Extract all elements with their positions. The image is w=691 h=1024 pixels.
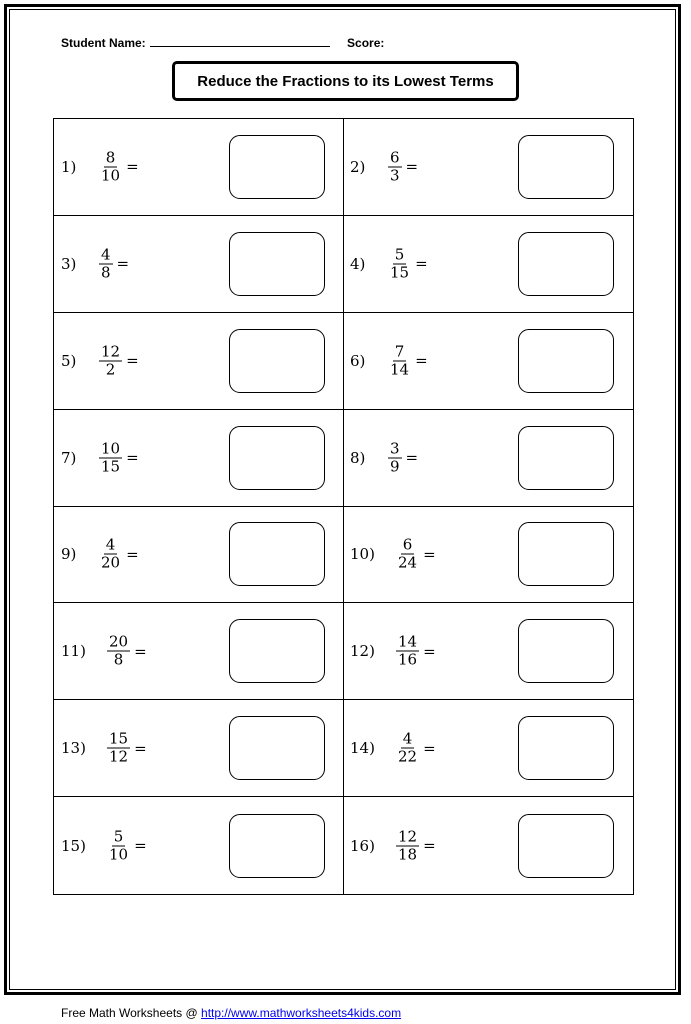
answer-box[interactable] bbox=[518, 329, 614, 393]
fraction bbox=[99, 343, 122, 378]
fraction bbox=[107, 731, 130, 766]
problem-cell bbox=[54, 313, 344, 410]
equals-sign: = bbox=[126, 351, 139, 370]
fraction bbox=[396, 828, 419, 863]
student-name-label: Student Name: bbox=[61, 36, 146, 50]
fraction-expression bbox=[99, 440, 139, 475]
problem-number: 3) bbox=[61, 254, 77, 273]
answer-box[interactable] bbox=[229, 135, 325, 199]
problem-cell bbox=[344, 507, 633, 604]
equals-sign: = bbox=[423, 545, 436, 564]
footer bbox=[61, 1006, 401, 1020]
numerator: 10 bbox=[101, 439, 121, 458]
denominator: 8 bbox=[101, 263, 111, 282]
problem-cell bbox=[54, 797, 344, 894]
equals-sign: = bbox=[134, 642, 147, 661]
denominator: 10 bbox=[101, 166, 121, 185]
numerator: 5 bbox=[113, 827, 124, 846]
problem-cell bbox=[344, 216, 633, 313]
numerator: 5 bbox=[394, 245, 405, 264]
score-label: Score: bbox=[347, 36, 385, 50]
problem-number: 16) bbox=[350, 836, 375, 855]
fraction bbox=[388, 246, 411, 281]
equals-sign: = bbox=[116, 254, 130, 273]
problem-number: 2) bbox=[350, 157, 366, 176]
equals-sign: = bbox=[134, 836, 147, 855]
denominator: 12 bbox=[109, 747, 129, 766]
numerator: 7 bbox=[394, 342, 405, 361]
problem-cell bbox=[54, 216, 344, 313]
numerator: 4 bbox=[101, 245, 111, 264]
fraction bbox=[99, 537, 122, 572]
problem-cell bbox=[344, 313, 633, 410]
problem-number: 12) bbox=[350, 642, 375, 661]
answer-box[interactable] bbox=[518, 814, 614, 878]
denominator: 18 bbox=[398, 845, 418, 864]
equals-sign: = bbox=[423, 642, 436, 661]
fraction bbox=[99, 246, 113, 281]
problem-number: 7) bbox=[61, 448, 77, 467]
fraction bbox=[396, 731, 419, 766]
answer-box[interactable] bbox=[229, 814, 325, 878]
answer-box[interactable] bbox=[518, 232, 614, 296]
denominator: 15 bbox=[101, 457, 121, 476]
fraction bbox=[107, 634, 130, 669]
problem-cell bbox=[54, 507, 344, 604]
footer-link[interactable]: http://www.mathworksheets4kids.com bbox=[201, 1006, 402, 1020]
student-name-blank[interactable] bbox=[150, 34, 330, 47]
fraction-expression bbox=[388, 440, 418, 475]
denominator: 10 bbox=[109, 845, 129, 864]
problem-cell bbox=[344, 603, 633, 700]
problem-cell bbox=[344, 797, 633, 894]
numerator: 15 bbox=[109, 729, 129, 748]
fraction-expression bbox=[99, 537, 139, 572]
equals-sign: = bbox=[405, 448, 419, 467]
denominator: 3 bbox=[390, 166, 400, 185]
denominator: 16 bbox=[398, 650, 418, 669]
answer-box[interactable] bbox=[518, 716, 614, 780]
fraction bbox=[99, 149, 122, 184]
problem-cell bbox=[344, 700, 633, 797]
denominator: 14 bbox=[390, 360, 410, 379]
denominator: 24 bbox=[398, 553, 418, 572]
answer-box[interactable] bbox=[229, 232, 325, 296]
problem-number: 1) bbox=[61, 157, 77, 176]
numerator: 12 bbox=[398, 827, 418, 846]
equals-sign: = bbox=[423, 739, 436, 758]
fraction-expression bbox=[396, 634, 436, 669]
fraction-expression bbox=[107, 731, 147, 766]
answer-box[interactable] bbox=[229, 426, 325, 490]
problem-number: 13) bbox=[61, 739, 86, 758]
problem-number: 6) bbox=[350, 351, 366, 370]
problem-cell bbox=[54, 700, 344, 797]
denominator: 15 bbox=[390, 263, 410, 282]
problem-number: 9) bbox=[61, 545, 77, 564]
problem-cell bbox=[54, 410, 344, 507]
denominator: 8 bbox=[113, 650, 124, 669]
fraction-expression bbox=[107, 828, 147, 863]
problem-cell bbox=[54, 603, 344, 700]
problem-number: 15) bbox=[61, 836, 86, 855]
numerator: 12 bbox=[101, 342, 121, 361]
equals-sign: = bbox=[423, 836, 436, 855]
numerator: 8 bbox=[105, 148, 116, 167]
equals-sign: = bbox=[126, 545, 139, 564]
worksheet-title-text: Reduce the Fractions to its Lowest Terms bbox=[197, 72, 494, 90]
fraction bbox=[107, 828, 130, 863]
problem-number: 14) bbox=[350, 739, 375, 758]
numerator: 6 bbox=[390, 148, 400, 167]
footer-text: Free Math Worksheets @ bbox=[61, 1006, 202, 1020]
fraction bbox=[396, 634, 419, 669]
fraction-expression bbox=[396, 828, 436, 863]
denominator: 9 bbox=[390, 457, 400, 476]
answer-box[interactable] bbox=[229, 716, 325, 780]
equals-sign: = bbox=[126, 448, 139, 467]
answer-box[interactable] bbox=[518, 522, 614, 586]
equals-sign: = bbox=[126, 157, 139, 176]
answer-box[interactable] bbox=[229, 522, 325, 586]
numerator: 4 bbox=[402, 729, 413, 748]
fraction-expression bbox=[99, 246, 129, 281]
fraction-expression bbox=[107, 634, 147, 669]
header bbox=[61, 34, 384, 50]
problem-number: 5) bbox=[61, 351, 77, 370]
problem-cell bbox=[54, 119, 344, 216]
fraction-expression bbox=[388, 343, 428, 378]
fraction-expression bbox=[99, 149, 139, 184]
denominator: 20 bbox=[101, 553, 121, 572]
fraction bbox=[388, 343, 411, 378]
fraction bbox=[388, 149, 402, 184]
fraction-expression bbox=[396, 731, 436, 766]
equals-sign: = bbox=[405, 157, 419, 176]
equals-sign: = bbox=[415, 254, 428, 273]
fraction-expression bbox=[388, 149, 418, 184]
equals-sign: = bbox=[134, 739, 147, 758]
problem-number: 8) bbox=[350, 448, 366, 467]
equals-sign: = bbox=[415, 351, 428, 370]
denominator: 22 bbox=[398, 747, 418, 766]
fraction-expression bbox=[99, 343, 139, 378]
numerator: 3 bbox=[390, 439, 400, 458]
answer-box[interactable] bbox=[229, 329, 325, 393]
problem-number: 11) bbox=[61, 642, 86, 661]
fraction bbox=[99, 440, 122, 475]
answer-box[interactable] bbox=[518, 619, 614, 683]
answer-box[interactable] bbox=[518, 426, 614, 490]
problem-number: 10) bbox=[350, 545, 375, 564]
problem-cell bbox=[344, 119, 633, 216]
fraction-expression bbox=[396, 537, 436, 572]
worksheet-title bbox=[172, 61, 519, 101]
fraction bbox=[396, 537, 419, 572]
numerator: 14 bbox=[398, 632, 418, 651]
problem-number: 4) bbox=[350, 254, 366, 273]
fraction-expression bbox=[388, 246, 428, 281]
fraction bbox=[388, 440, 402, 475]
denominator: 2 bbox=[105, 360, 116, 379]
numerator: 6 bbox=[402, 535, 413, 554]
numerator: 20 bbox=[109, 632, 129, 651]
numerator: 4 bbox=[105, 535, 116, 554]
problem-cell bbox=[344, 410, 633, 507]
answer-box[interactable] bbox=[229, 619, 325, 683]
problem-grid bbox=[53, 118, 634, 895]
answer-box[interactable] bbox=[518, 135, 614, 199]
